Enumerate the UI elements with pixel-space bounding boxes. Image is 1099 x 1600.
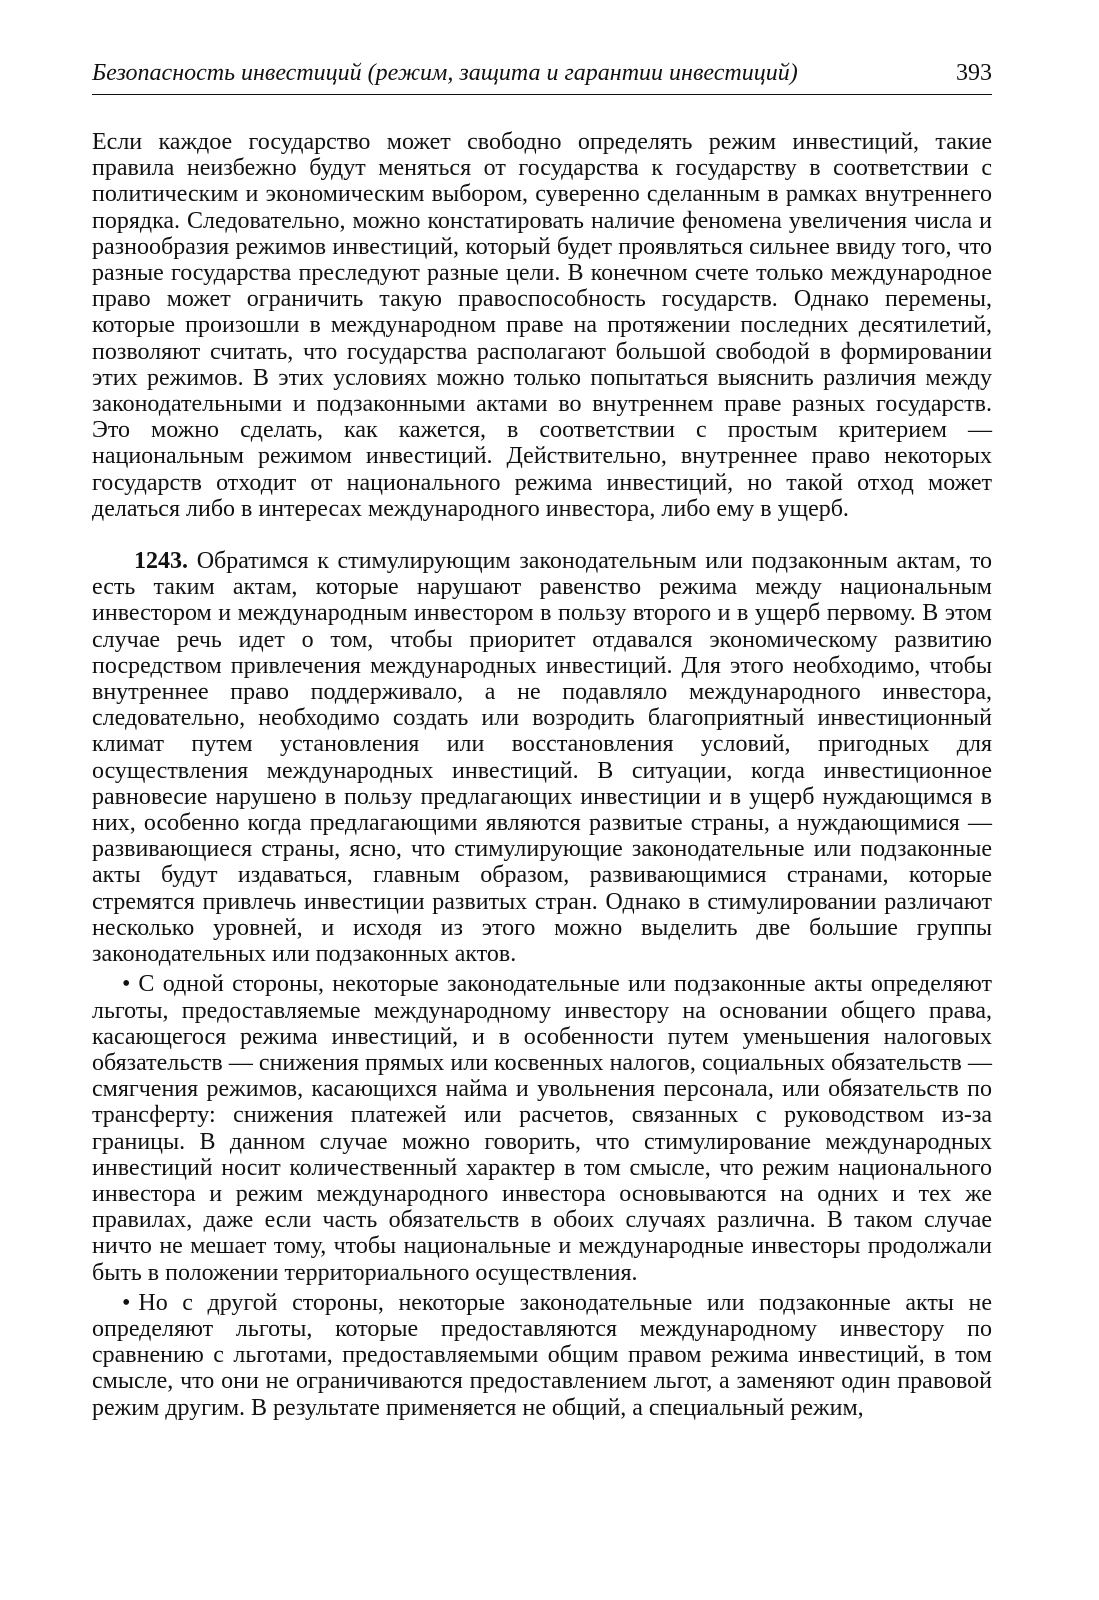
body-text [92,129,992,1421]
bullet-paragraph-2-text: Но с другой стороны, некоторые законодательные или подзаконные акты не определяют льготы, которые предоставляются международному инвестору по сравнению с льготами, предоставляемыми общим правом режима инвестиций, в том смысле, что они не ограничиваются предоставлением льгот, а заменяют один правовой режим другим. В результате применяется не общий, а специальный режим, [92,1289,992,1421]
running-header [92,58,992,95]
page-number: 393 [956,60,992,86]
book-page [92,58,992,1421]
paragraph-1243-text: Обратимся к стимулирующим законодательным или подзаконным актам, то есть таким актам, которые нарушают равенство режима между национальным инвестором и международным инвестором в пользу второго и в ущерб первому. В этом случае речь идет о том, чтобы приоритет отдавался экономическому развитию посредством привлечения международных инвестиций. Для этого необходимо, чтобы внутреннее право поддерживало, а не подавляло международного инвестора, следовательно, необходимо создать или возродить благоприятный инвестиционный климат путем установления или восстановления условий, пригодных для осуществления международных инвестиций. В ситуации, когда инвестиционное равновесие нарушено в пользу предлагающих инвестиции и в ущерб нуждающимся в них, особенно когда предлагающими являются развитые страны, а нуждающимися — развивающиеся страны, ясно, что стимулирующие законодательные или подзаконные акты будут издаваться, главным образом, развивающимися странами, которые стремятся привлечь инвестиции развитых стран. Однако в стимулировании различают несколько уровней, и исходя из этого можно выделить две большие группы законодательных или подзаконных актов. [92,548,992,968]
running-title: Безопасность инвестиций (режим, защита и гарантии инвестиций) [92,60,798,86]
section-number: 1243. [134,548,188,575]
bullet-paragraph-1 [92,971,992,1285]
paragraph-1: Если каждое государство может свободно определять режим инвестиций, такие правила неизбежно будут меняться от государства к государству в соответствии с политическим и экономическим выбором, суверенно сделанным в рамках внутреннего порядка. Следовательно, можно констатировать наличие феномена увеличения числа и разнообразия режимов инвестиций, который будет проявляться сильнее ввиду того, что разные государства преследуют разные цели. В конечном счете только международное право может ограничить такую правоспособность государств. Однако перемены, которые произошли в международном праве на протяжении последних десятилетий, позволяют считать, что государства располагают большой свободой в формировании этих режимов. В этих условиях можно только попытаться выяснить различия между законодательными и подзаконными актами во внутреннем праве разных государств. Это можно сделать, как кажется, в соответствии с простым критерием — национальным режимом инвестиций. Действительно, внутреннее право некоторых государств отходит от национального режима инвестиций, но такой отход может делаться либо в интересах международного инвестора, либо ему в ущерб. [92,129,992,522]
bullet-paragraph-2 [92,1290,992,1421]
bullet-paragraph-1-text: С одной стороны, некоторые законодательные или подзаконные акты определяют льготы, предоставляемые международному инвестору на основании общего права, касающегося режима инвестиций, и в особенности путем уменьшения налоговых обязательств — снижения прямых или косвенных налогов, социальных обязательств — смягчения режимов, касающихся найма и увольнения персонала, или обязательств по трансферту: снижения платежей или расчетов, связанных с руководством из-за границы. В данном случае можно говорить, что стимулирование международных инвестиций носит количественный характер в том смысле, что режим национального инвестора и режим международного инвестора основываются на одних и тех же правилах, даже если часть обязательств в обоих случаях различна. В таком случае ничто не мешает тому, чтобы национальные и международные инвесторы продолжали быть в положении территориального осуществления. [92,971,992,1286]
paragraph-1243 [92,548,992,967]
bullet-icon: • [122,971,131,998]
bullet-icon: • [122,1289,131,1316]
